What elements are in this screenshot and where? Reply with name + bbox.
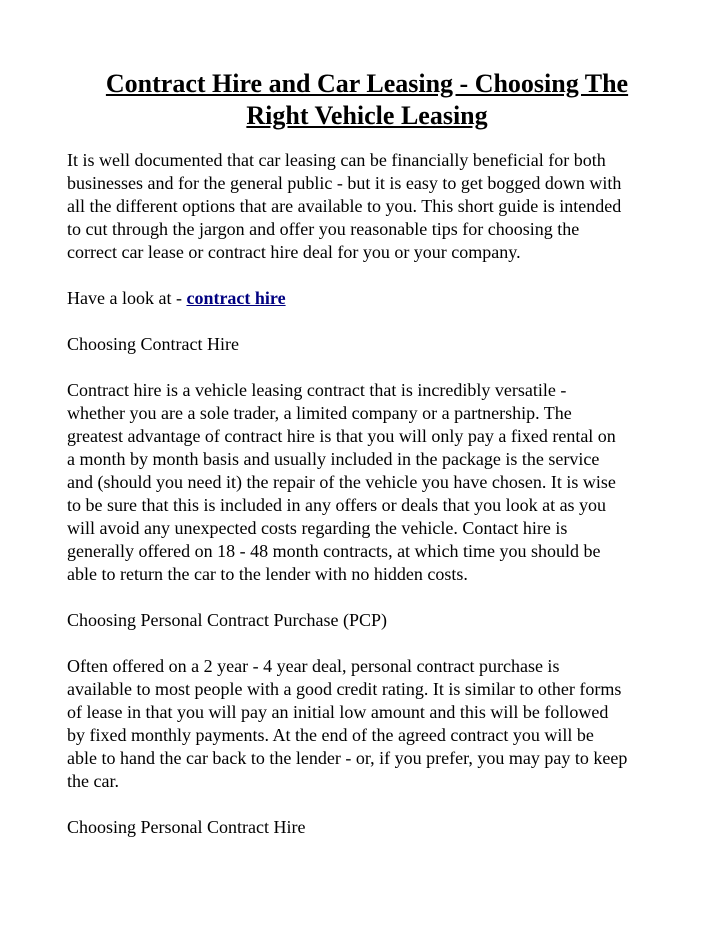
text-line: generally offered on 18 - 48 month contracts, at which time you should be [67,541,601,561]
text-line: businesses and for the general public - but it is easy to get bogged down with [67,173,622,193]
text-line: and (should you need it) the repair of the vehicle you have chosen. It is wise [67,472,616,492]
text-line: greatest advantage of contract hire is that you will only pay a fixed rental on [67,426,616,446]
document-title [67,68,667,132]
section-heading-contract-hire: Choosing Contract Hire [67,334,239,354]
text-line: able to hand the car back to the lender - or, if you prefer, you may pay to keep [67,748,628,768]
title-line: Right Vehicle Leasing [246,101,488,130]
document-page [67,68,667,862]
text-line: of lease in that you will pay an initial low amount and this will be followed [67,702,609,722]
section-heading-personal-contract-hire: Choosing Personal Contract Hire [67,817,306,837]
text-line: the car. [67,771,119,791]
section-heading-pcp: Choosing Personal Contract Purchase (PCP) [67,610,387,630]
text-line: all the different options that are available to you. This short guide is intended [67,196,622,216]
text-line: available to most people with a good credit rating. It is similar to other forms [67,679,622,699]
text-line: to be sure that this is included in any offers or deals that you look at as you [67,495,607,515]
have-a-look-paragraph [67,287,667,310]
text-line: able to return the car to the lender with no hidden costs. [67,564,468,584]
text-line: Often offered on a 2 year - 4 year deal, personal contract purchase is [67,656,560,676]
text-line: will avoid any unexpected costs regarding the vehicle. Contact hire is [67,518,568,538]
text-line: correct car lease or contract hire deal for you or your company. [67,242,521,262]
text-line: It is well documented that car leasing can be financially beneficial for both [67,150,606,170]
contract-hire-link[interactable]: contract hire [186,288,286,308]
pcp-paragraph [67,655,667,793]
text-line: a month by month basis and usually included in the package is the service [67,449,600,469]
text-line: Contract hire is a vehicle leasing contract that is incredibly versatile - [67,380,567,400]
text-line: by fixed monthly payments. At the end of the agreed contract you will be [67,725,594,745]
text-line: whether you are a sole trader, a limited company or a partnership. The [67,403,572,423]
text-line: to cut through the jargon and offer you reasonable tips for choosing the [67,219,580,239]
document-body [67,149,667,839]
have-a-look-text: Have a look at - [67,288,187,308]
contract-hire-paragraph [67,379,667,586]
intro-paragraph [67,149,667,264]
title-line: Contract Hire and Car Leasing - Choosing The [105,69,629,98]
